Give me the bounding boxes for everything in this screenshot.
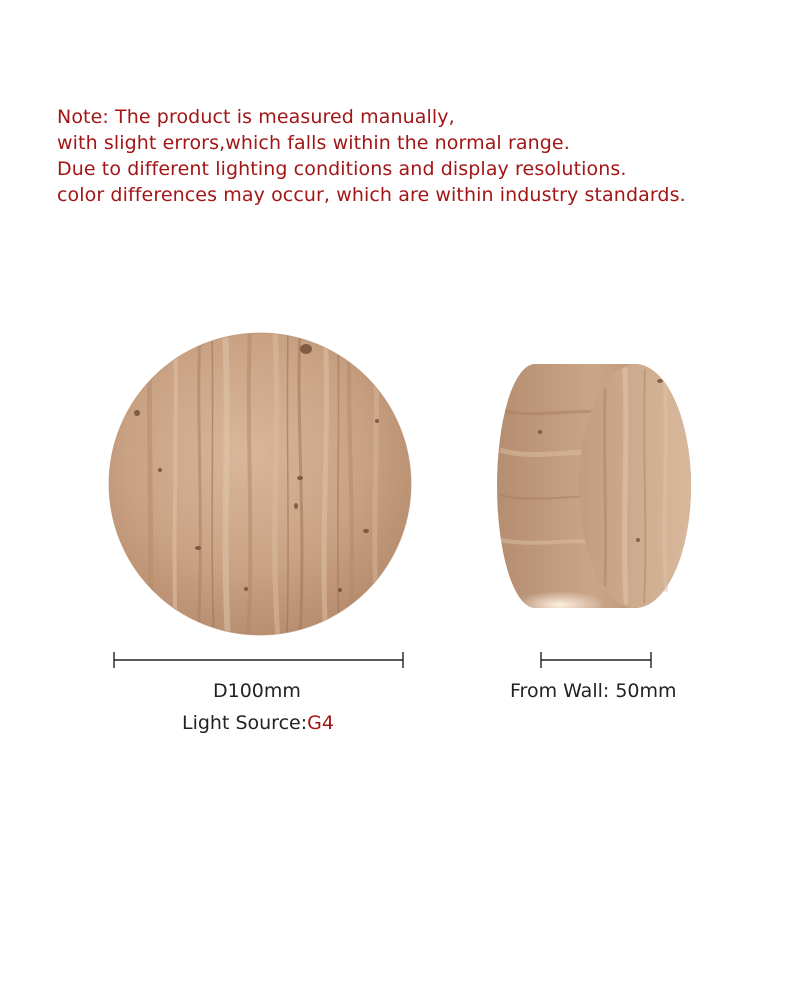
depth-dimension-line	[541, 652, 651, 668]
diameter-label: D100mm	[213, 680, 301, 702]
from-wall-label: From Wall: 50mm	[510, 680, 677, 702]
lamp-front-view	[109, 330, 411, 640]
note-line: Note: The product is measured manually,	[57, 106, 455, 128]
note-line: Due to different lighting conditions and display resolutions.	[57, 158, 627, 180]
light-source-value: G4	[307, 712, 334, 734]
note-line: color differences may occur, which are within industry standards.	[57, 184, 686, 206]
light-source-label	[182, 712, 334, 734]
lamp-side-view	[497, 364, 691, 619]
light-source-title: Light Source:	[182, 712, 308, 734]
note-line: with slight errors,which falls within the normal range.	[57, 132, 570, 154]
diameter-dimension-line	[114, 652, 403, 668]
